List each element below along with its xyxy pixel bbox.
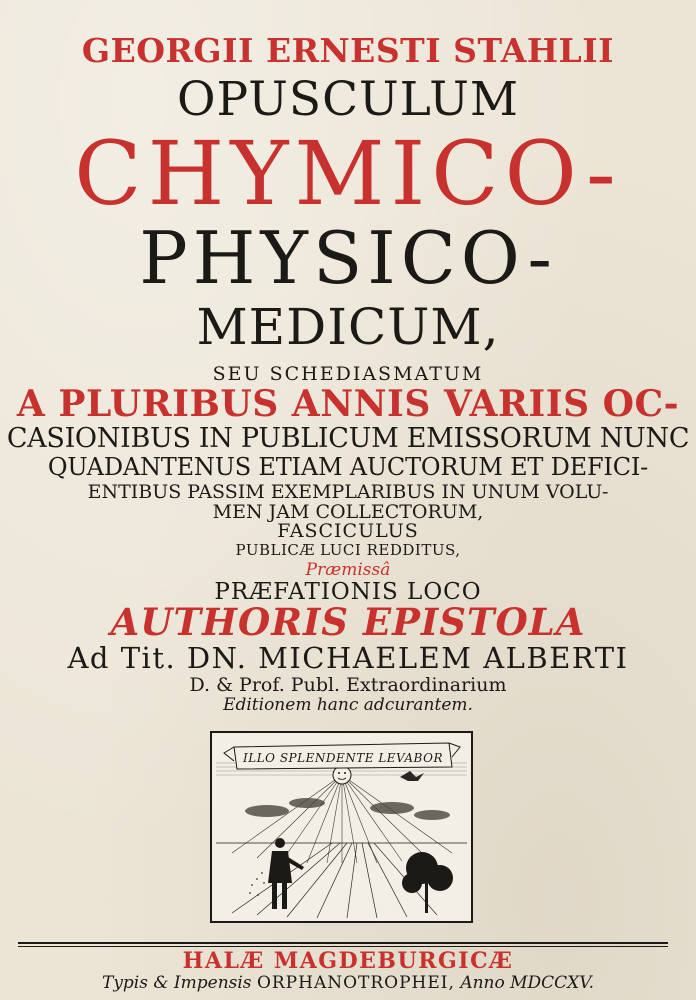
work-title-line-3: PHYSICO- bbox=[139, 216, 557, 300]
bird-icon bbox=[400, 771, 424, 781]
subtitle-line-2: A PLURIBUS ANNIS VARIIS OC- bbox=[16, 383, 680, 425]
subtitle-line-14: Editionem hanc adcurantem. bbox=[223, 695, 473, 715]
subtitle-line-11: AUTHORIS EPISTOLA bbox=[110, 600, 586, 644]
subtitle-line-10: PRÆFATIONIS LOCO bbox=[214, 579, 482, 605]
subtitle-line-8: PUBLICÆ LUCI REDDITUS, bbox=[235, 541, 461, 559]
device-motto: ILLO SPLENDENTE LEVABOR bbox=[243, 751, 443, 765]
subtitle-line-7: FASCICULUS bbox=[277, 520, 419, 542]
sower-figure bbox=[268, 838, 304, 909]
subtitle-line-3: CASIONIBUS IN PUBLICUM EMISSORUM NUNC bbox=[6, 423, 690, 454]
imprint-rule-thin bbox=[18, 946, 668, 947]
subtitle-line-4: QUADANTENUS ETIAM AUCTORUM ET DEFICI- bbox=[47, 453, 649, 481]
subtitle-line-6: MEN JAM COLLECTORUM, bbox=[212, 501, 484, 523]
work-title-line-2: CHYMICO- bbox=[74, 122, 622, 225]
imprint-rule-thick bbox=[18, 942, 668, 944]
imprint-place: HALÆ MAGDEBURGICÆ bbox=[182, 948, 514, 974]
imprint-orphanage: ORPHANOTROPHEI, bbox=[256, 973, 455, 993]
imprint-printer: Typis & Impensis bbox=[101, 973, 252, 993]
subtitle-line-5: ENTIBUS PASSIM EXEMPLARIBUS IN UNUM VOLU- bbox=[87, 481, 609, 503]
author-line: GEORGII ERNESTI STAHLII bbox=[81, 31, 615, 70]
imprint-year: Anno MDCCXV. bbox=[460, 973, 594, 993]
imprint-line bbox=[0, 975, 696, 992]
subtitle-line-13: D. & Prof. Publ. Extraordinarium bbox=[189, 674, 507, 696]
printers-device-engraving bbox=[210, 731, 473, 923]
work-title-line-1: OPUSCULUM bbox=[176, 72, 520, 127]
subtitle-line-9: Præmissâ bbox=[305, 560, 391, 580]
subtitle-line-1: SEU SCHEDIASMATUM bbox=[212, 363, 484, 385]
subtitle-line-12: Ad Tit. DN. MICHAELEM ALBERTI bbox=[67, 641, 629, 675]
work-title-line-4: MEDICUM, bbox=[196, 298, 500, 356]
